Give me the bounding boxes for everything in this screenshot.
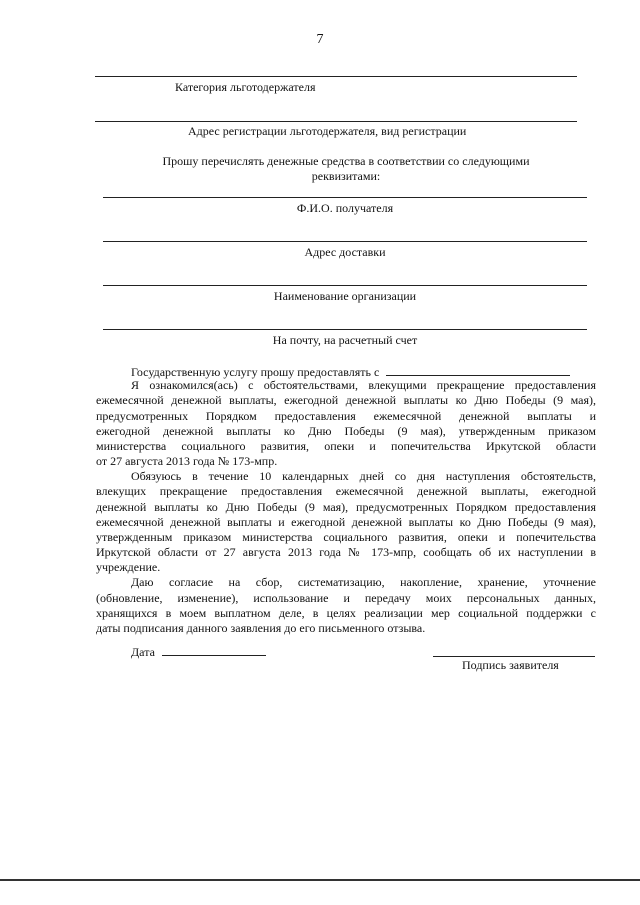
request-text-line1: Прошу перечислять денежные средства в соответствии со следующими	[162, 154, 530, 168]
service-start-date-field[interactable]	[386, 364, 570, 376]
fio-caption: Ф.И.О. получателя	[296, 201, 394, 215]
address-field-line[interactable]	[95, 121, 577, 122]
method-caption: На почту, на расчетный счет	[272, 333, 418, 347]
ack-line: Я ознакомился(ась) с обстоятельствами, влекущими прекращение предоставления	[131, 378, 596, 392]
fio-field-line[interactable]	[103, 197, 587, 198]
ack-line: ежегодной денежной выплаты ко Дню Победы (9 мая), утвержденным приказом	[96, 424, 596, 438]
delivery-field-line[interactable]	[103, 241, 587, 242]
ack-line: от 27 августа 2013 года № 173-мпр.	[96, 454, 278, 468]
signature-field-line[interactable]	[433, 656, 595, 657]
organization-field-line[interactable]	[103, 285, 587, 286]
page-bottom-edge	[0, 879, 640, 881]
consent-line: Даю согласие на сбор, систематизацию, накопление, хранение, уточнение	[131, 575, 596, 589]
consent-line: хранящихся в моем выплатном деле, в целях реализации мер социальной поддержки с	[96, 606, 596, 620]
address-caption: Адрес регистрации льготодержателя, вид регистрации	[188, 124, 467, 138]
consent-line: (обновление, изменение), использование и передачу моих персональных данных,	[96, 591, 596, 605]
ack-line: предусмотренных Порядком предоставления ежемесячной денежной выплаты и	[96, 409, 596, 423]
delivery-caption: Адрес доставки	[304, 245, 386, 259]
request-text-line2: реквизитами:	[311, 169, 381, 183]
oblige-line: влекущих прекращение предоставления ежемесячной денежной выплаты, ежегодной	[96, 484, 596, 498]
consent-line: даты подписания данного заявления до его письменного отзыва.	[96, 621, 426, 635]
ack-line: ежемесячной денежной выплаты, ежегодной денежной выплаты ко Дню Победы (9 мая),	[96, 393, 596, 407]
date-row	[131, 644, 266, 660]
category-caption: Категория льготодержателя	[175, 80, 316, 94]
method-field-line[interactable]	[103, 329, 587, 330]
oblige-line: учреждение.	[96, 560, 161, 574]
signature-caption: Подпись заявителя	[462, 658, 559, 672]
oblige-line: Иркутской области от 27 августа 2013 года № 173-мпр, сообщать об их наступлении в	[96, 545, 596, 559]
oblige-line: Обязуюсь в течение 10 календарных дней со дня наступления обстоятельств,	[131, 469, 596, 483]
oblige-line: утвержденным приказом министерства социального развития, опеки и попечительства	[96, 530, 596, 544]
service-start-text: Государственную услугу прошу предоставлять с	[131, 365, 380, 379]
oblige-line: ежемесячной денежной выплаты и ежегодной денежной выплаты ко Дню Победы (9 мая),	[96, 515, 596, 529]
date-field[interactable]	[162, 644, 266, 656]
organization-caption: Наименование организации	[273, 289, 417, 303]
page-number: 7	[316, 32, 324, 47]
oblige-line: денежной выплаты ко Дню Победы (9 мая), предусмотренных Порядком предоставления	[96, 500, 596, 514]
category-field-line[interactable]	[95, 76, 577, 77]
date-label: Дата	[131, 645, 155, 659]
ack-line: министерства социального развития, опеки и попечительства Иркутской области	[96, 439, 596, 453]
